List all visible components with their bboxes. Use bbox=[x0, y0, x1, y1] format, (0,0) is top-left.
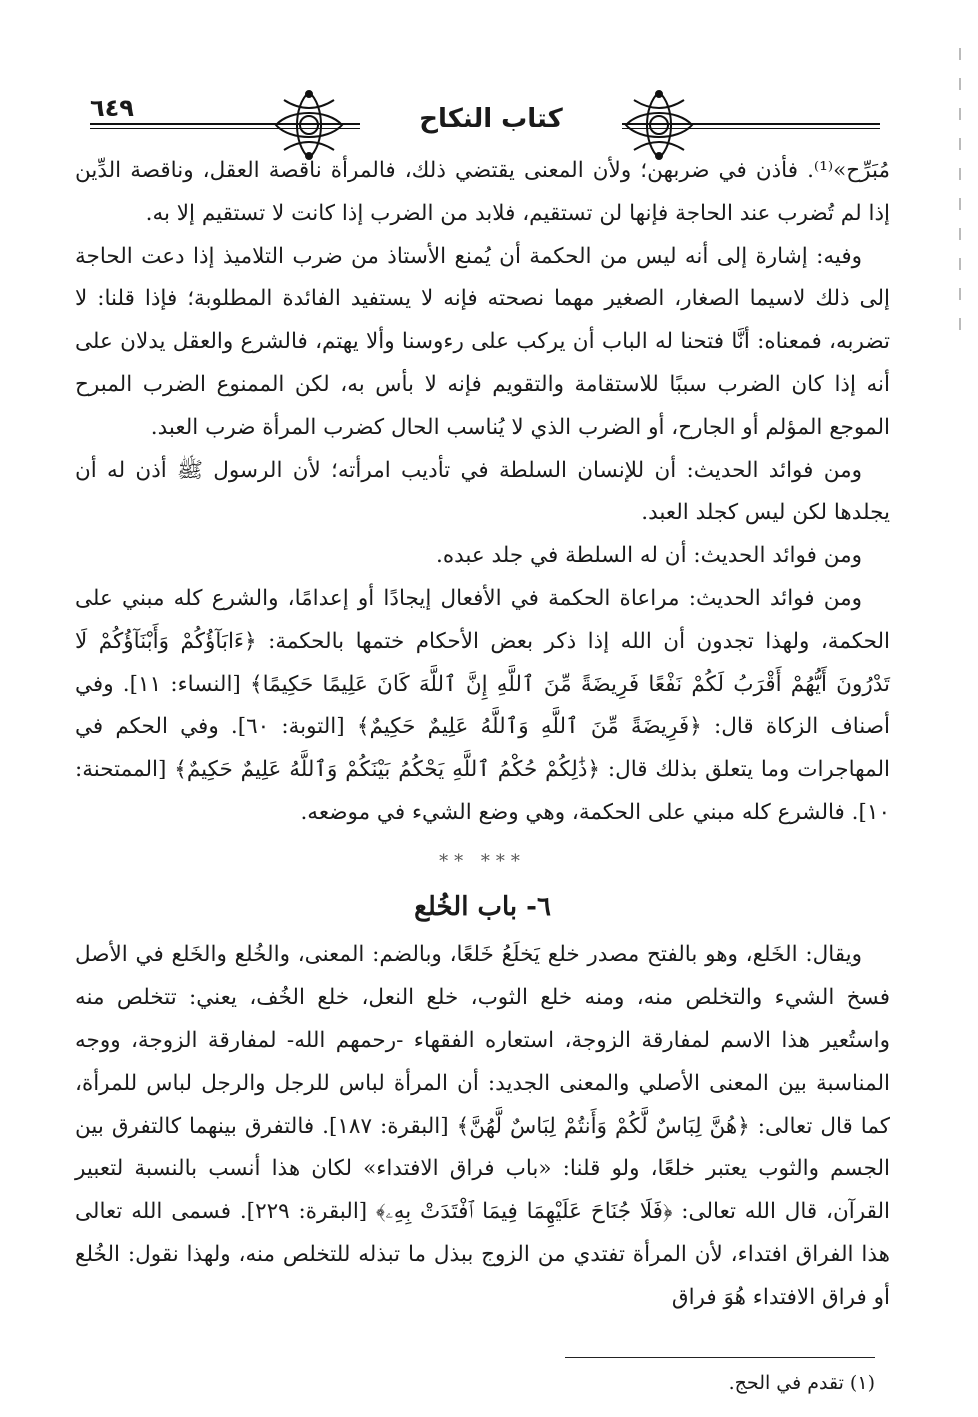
footnote: (١) تقدم في الحج. bbox=[728, 1372, 875, 1394]
paragraph: ومن فوائد الحديث: أن له السلطة في جلد عبده. bbox=[435, 543, 862, 569]
paragraph: ومن فوائد الحديث: مراعاة الحكمة في الأفعال إيجادًا أو إعدامًا، والشرع كله مبني على الحكمة، ولهذا تجدون أن الله إذا ذكر بعض الأحكام ختمها بالحكمة: ﴿ءَابَآؤُكُمْ وَأَبْنَآؤُكُمْ لَا تَدْرُونَ أَيُّهُمْ أَقْرَبُ لَكُمْ نَفْعًا فَرِيضَةً مِّنَ ٱللَّهِ إِنَّ ٱللَّهَ كَانَ عَلِيمًا حَكِيمًا﴾ [النساء: ١١]. وفي أصناف الزكاة قال: ﴿فَرِيضَةً مِّنَ ٱللَّهِ وَٱللَّهُ عَلِيمٌ حَكِيمٌ﴾ [التوبة: ٦٠]. وفي الحكم في المهاجرات وما يتعلق بذلك قال: ﴿ذَٰلِكُمْ حُكْمُ ٱللَّهِ يَحْكُمُ بَيْنَكُمْ وَٱللَّهُ عَلِيمٌ حَكِيمٌ﴾ [الممتحنة: ١٠]. فالشرع كله مبني على الحكمة، وهي وضع الشيء في موضعه. bbox=[75, 585, 891, 825]
page-number: ٦٤٩ bbox=[90, 94, 134, 122]
main-text bbox=[75, 150, 890, 1320]
chapter-title: كتاب النكاح bbox=[360, 104, 622, 134]
paragraph: ويقال: الخَلع، وهو بالفتح مصدر خلع يَخلَعُ خَلعًا، وبالضم: المعنى، والخُلع والخَلع في الأصل فسخ الشيء والتخلص منه، ومنه خلع الثوب، خلع النعل، خلع الخُف، يعني: تتخلص منه واستُعير هذا الاسم لمفارقة الزوجة، استعاره الفقهاء -رحمهم الله- لمفارقة الزوجة، ووجه المناسبة بين المعنى الأصلي والمعنى الجديد: أن المرأة لباس للرجل والرجل لباس للمرأة، كما قال تعالى: ﴿هُنَّ لِبَاسٌ لَّكُمْ وَأَنتُمْ لِبَاسٌ لَّهُنَّ﴾ [البقرة: ١٨٧]. فالتفرق بينهما كالتفرق بين الجسم والثوب يعتبر خلعًا، ولو قلنا: «باب فراق الافتداء» لكان هذا أنسب بالنسبة لتعبير القرآن، قال الله تعالى: ﴿فَلَا جُنَاحَ عَلَيْهِمَا فِيمَا ٱفْتَدَتْ بِهِۦ﴾ [البقرة: ٢٢٩]. فسمى الله تعالى هذا الفراق افتداء، لأن المرأة تفتدي من الزوج ببذل ما تبذله للتخلص منه، ولهذا نقول: الخُلع أو فراق الافتداء هُوَ فراق bbox=[75, 942, 890, 1310]
scan-edge-marks bbox=[950, 30, 970, 450]
section-separator: *** ** bbox=[439, 850, 526, 872]
paragraph: مُبَرِّح»⁽¹⁾. فأذن في ضربهن؛ ولأن المعنى يقتضي ذلك، فالمرأة ناقصة العقل، وناقصة الدِّين إذا لم تُضرب عند الحاجة فإنها لن تستقيم، فلابد من الضرب إذا كانت لا تستقيم إلا به. bbox=[75, 158, 890, 226]
section-title: ٦- باب الخُلع bbox=[414, 891, 551, 922]
paragraph: وفيه: إشارة إلى أنه ليس من الحكمة أن يُمنع الأستاذ من ضرب التلاميذ إذا دعت الحاجة إلى ذلك لاسيما الصغار، الصغير مهما نصحته فإنه لا يستفيد الفائدة المطلوبة؛ فإذا قلنا: لا تضربه، فمعناه: أنَّا فتحنا له الباب أن يركب على رءوسنا وألا يهتم، فالشرع والعقل يدلان على أنه إذا كان الضرب سببًا للاستقامة والتقويم فإنه لا بأس به، لكن الممنوع الضرب المبرح الموجع المؤلم أو الجارح، أو الضرب الذي لا يُناسب الحال كضرب المرأة ضرب العبد. bbox=[75, 243, 890, 440]
paragraph: ومن فوائد الحديث: أن للإنسان السلطة في تأديب امرأته؛ لأن الرسول ﷺ أذن له أن يجلدها لكن ليس كجلد العبد. bbox=[75, 457, 890, 526]
footnote-rule bbox=[565, 1357, 875, 1358]
